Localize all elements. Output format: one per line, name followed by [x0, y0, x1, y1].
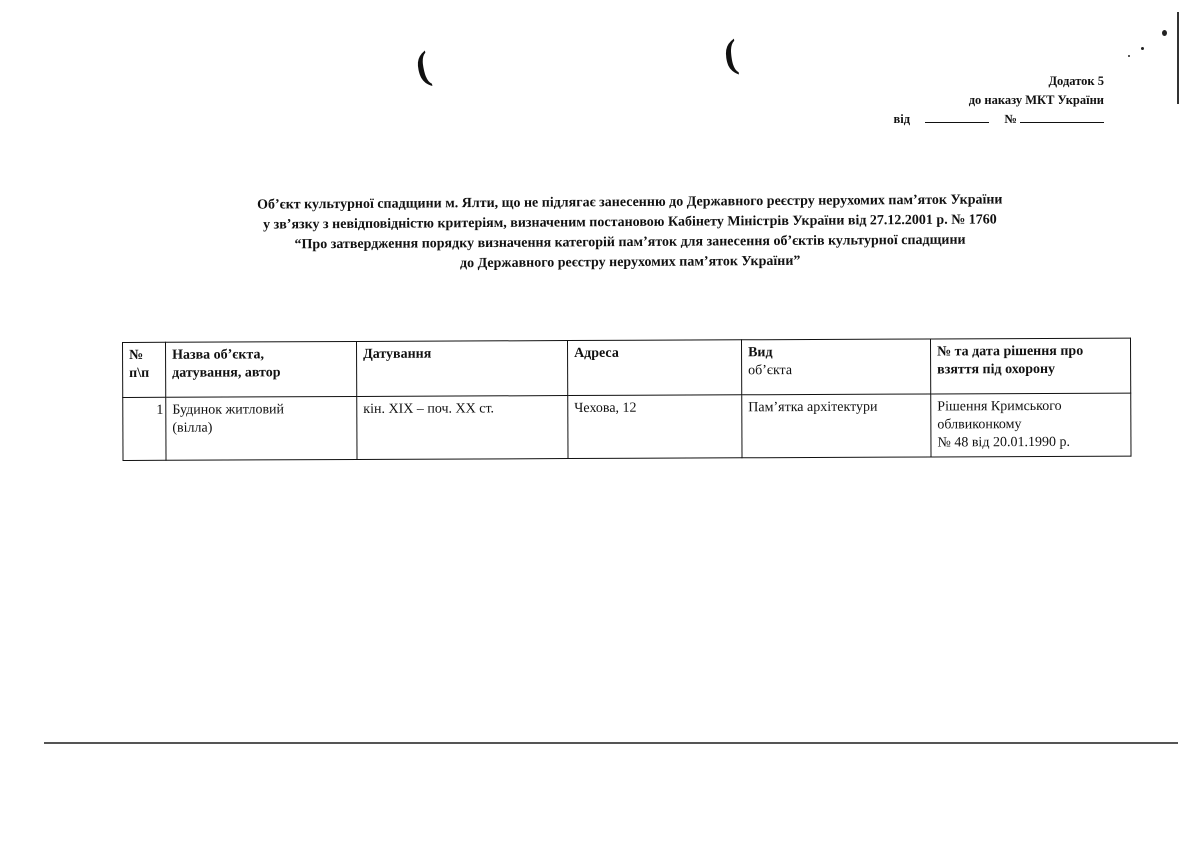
- appendix-number: Додаток 5: [1048, 74, 1104, 88]
- cell-number: 1: [123, 397, 166, 460]
- title-line-3: “Про затвердження порядку визначення категорій пам’яток для занесення об’єктів культурної спадщини: [294, 232, 966, 253]
- header-dating: Датування: [356, 341, 567, 397]
- cell-object-type: Пам’ятка архітектури: [742, 394, 931, 458]
- page-bottom-rule: [44, 742, 1178, 744]
- table-row: [123, 393, 1131, 460]
- appendix-number-label: №: [1004, 112, 1017, 126]
- heritage-table: [122, 338, 1132, 461]
- appendix-date-number-line: [894, 110, 1104, 129]
- cell-name: Будинок житловий (вілла): [166, 396, 357, 460]
- table-header-row: [123, 338, 1131, 397]
- scan-edge-line: [1177, 12, 1179, 104]
- document-title: [150, 190, 1111, 277]
- scan-mark: (: [720, 30, 741, 77]
- appendix-order: до наказу МКТ України: [968, 93, 1104, 107]
- title-line-2: у зв’язку з невідповідністю критеріям, визначеним постановою Кабінету Міністрів України від 27.12.2001 р. № 1760: [263, 212, 997, 233]
- date-blank: [925, 110, 989, 123]
- scan-speck: [1162, 30, 1167, 36]
- title-line-1: Об’єкт культурної спадщини м. Ялти, що не підлягає занесенню до Державного реєстру нерухомих пам’яток України: [257, 192, 1003, 213]
- cell-address: Чехова, 12: [568, 395, 742, 459]
- header-decision: № та дата рішення про взяття під охорону: [930, 338, 1130, 394]
- title-line-4: до Державного реєстру нерухомих пам’яток України”: [459, 253, 801, 272]
- header-name: Назва об’єкта, датування, автор: [166, 341, 357, 397]
- cell-dating: кін. XIX – поч. XX ст.: [357, 396, 568, 460]
- cell-decision: Рішення Кримського облвиконкому № 48 від 20.01.1990 р.: [931, 393, 1131, 457]
- header-number: № п\п: [123, 342, 166, 397]
- scan-speck: [1128, 55, 1130, 57]
- scan-speck: [1141, 47, 1144, 50]
- appendix-reference: [894, 72, 1104, 129]
- scan-mark: (: [411, 42, 434, 89]
- header-object-type: Вид об’єкта: [741, 339, 930, 395]
- header-address: Адреса: [567, 340, 741, 396]
- appendix-date-label: від: [893, 112, 911, 126]
- number-blank: [1020, 110, 1104, 123]
